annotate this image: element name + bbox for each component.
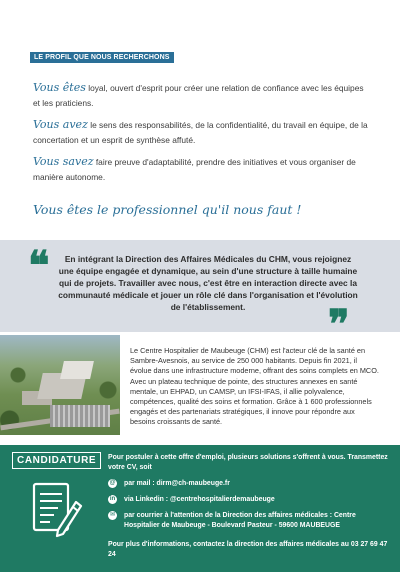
contact-linkedin-link[interactable]: via Linkedin : @centrehospitalierdemaubeuge <box>124 496 275 503</box>
candidature-intro: Pour postuler à cette offre d'emploi, plusieurs solutions s'offrent à vous. Transmettez votre CV, soit <box>108 454 388 471</box>
mail-icon: @ <box>109 480 116 486</box>
hospital-aerial-photo <box>0 335 120 435</box>
profil-text-3: faire preuve d'adaptabilité, prendre des initiatives et vous organiser de manière autonome. <box>33 157 356 182</box>
contact-linkedin-row[interactable] <box>108 495 393 505</box>
profil-lead-1: Vous êtes <box>33 81 86 94</box>
quote-open-icon: ❝ <box>28 242 50 289</box>
profil-paragraph-2 <box>33 117 369 148</box>
linkedin-icon: in <box>109 496 116 502</box>
contact-courrier-row <box>108 511 393 531</box>
quote-text: En intégrant la Direction des Affaires Médicales du CHM, vous rejoignez une équipe engagée et dynamique, au sein d'une structure à taille humaine qui de projets. Travailler avec nous, c'est être en interaction directe avec la communauté médicale et jouer un rôle clé dans l'organisation et l'évolution de l'établissement. <box>58 254 358 312</box>
envelope-icon: ✉ <box>109 512 116 518</box>
profil-text-2: le sens des responsabilités, de la confidentialité, du travail en équipe, de la concertation et un esprit de synthèse affuté. <box>33 120 368 145</box>
document-pen-icon <box>28 480 84 538</box>
candidature-title: CANDIDATURE <box>12 452 101 469</box>
profil-lead-2: Vous avez <box>33 118 88 131</box>
profil-text-1: loyal, ouvert d'esprit pour créer une relation de confiance avec les équipes et les praticiens. <box>33 83 364 108</box>
section-header-profil: LE PROFIL QUE NOUS RECHERCHONS <box>30 52 174 63</box>
profil-paragraph-3 <box>33 154 369 185</box>
quote-close-icon: ❞ <box>328 301 350 348</box>
contact-mail-link[interactable]: par mail : dirm@ch-maubeuge.fr <box>124 480 230 487</box>
profil-paragraph-1 <box>33 80 369 111</box>
contact-courrier-text: par courrier à l'attention de la Direction des affaires médicales : Centre Hospitalier de Maubeuge - Boulevard Pasteur - 59600 MAUBEUGE <box>124 512 356 529</box>
profil-slogan: Vous êtes le professionnel qu'il nous faut ! <box>33 202 302 217</box>
chm-description: Le Centre Hospitalier de Maubeuge (CHM) est l'acteur clé de la santé en Sambre-Avesnois, au service de 250 000 habitants. Depuis fin 2021, il évolue dans une infrastructure moderne, offrant des soins complets en MCO. Avec un plateau technique de pointe, des structures annexes en santé mentale, un EHPAD, un CAMSP, un IFSI-IFAS, il allie polyvalence, compétences, qualité des soins et formation. Grâce à 1 600 professionnels engagés et des partenariats stratégiques, il innove pour répondre aux besoins croissants de santé. <box>130 346 379 427</box>
profil-lead-3: Vous savez <box>33 155 94 168</box>
contact-mail-row[interactable] <box>108 479 393 489</box>
candidature-footer: Pour plus d'informations, contactez la direction des affaires médicales au 03 27 69 47 24 <box>108 541 388 558</box>
